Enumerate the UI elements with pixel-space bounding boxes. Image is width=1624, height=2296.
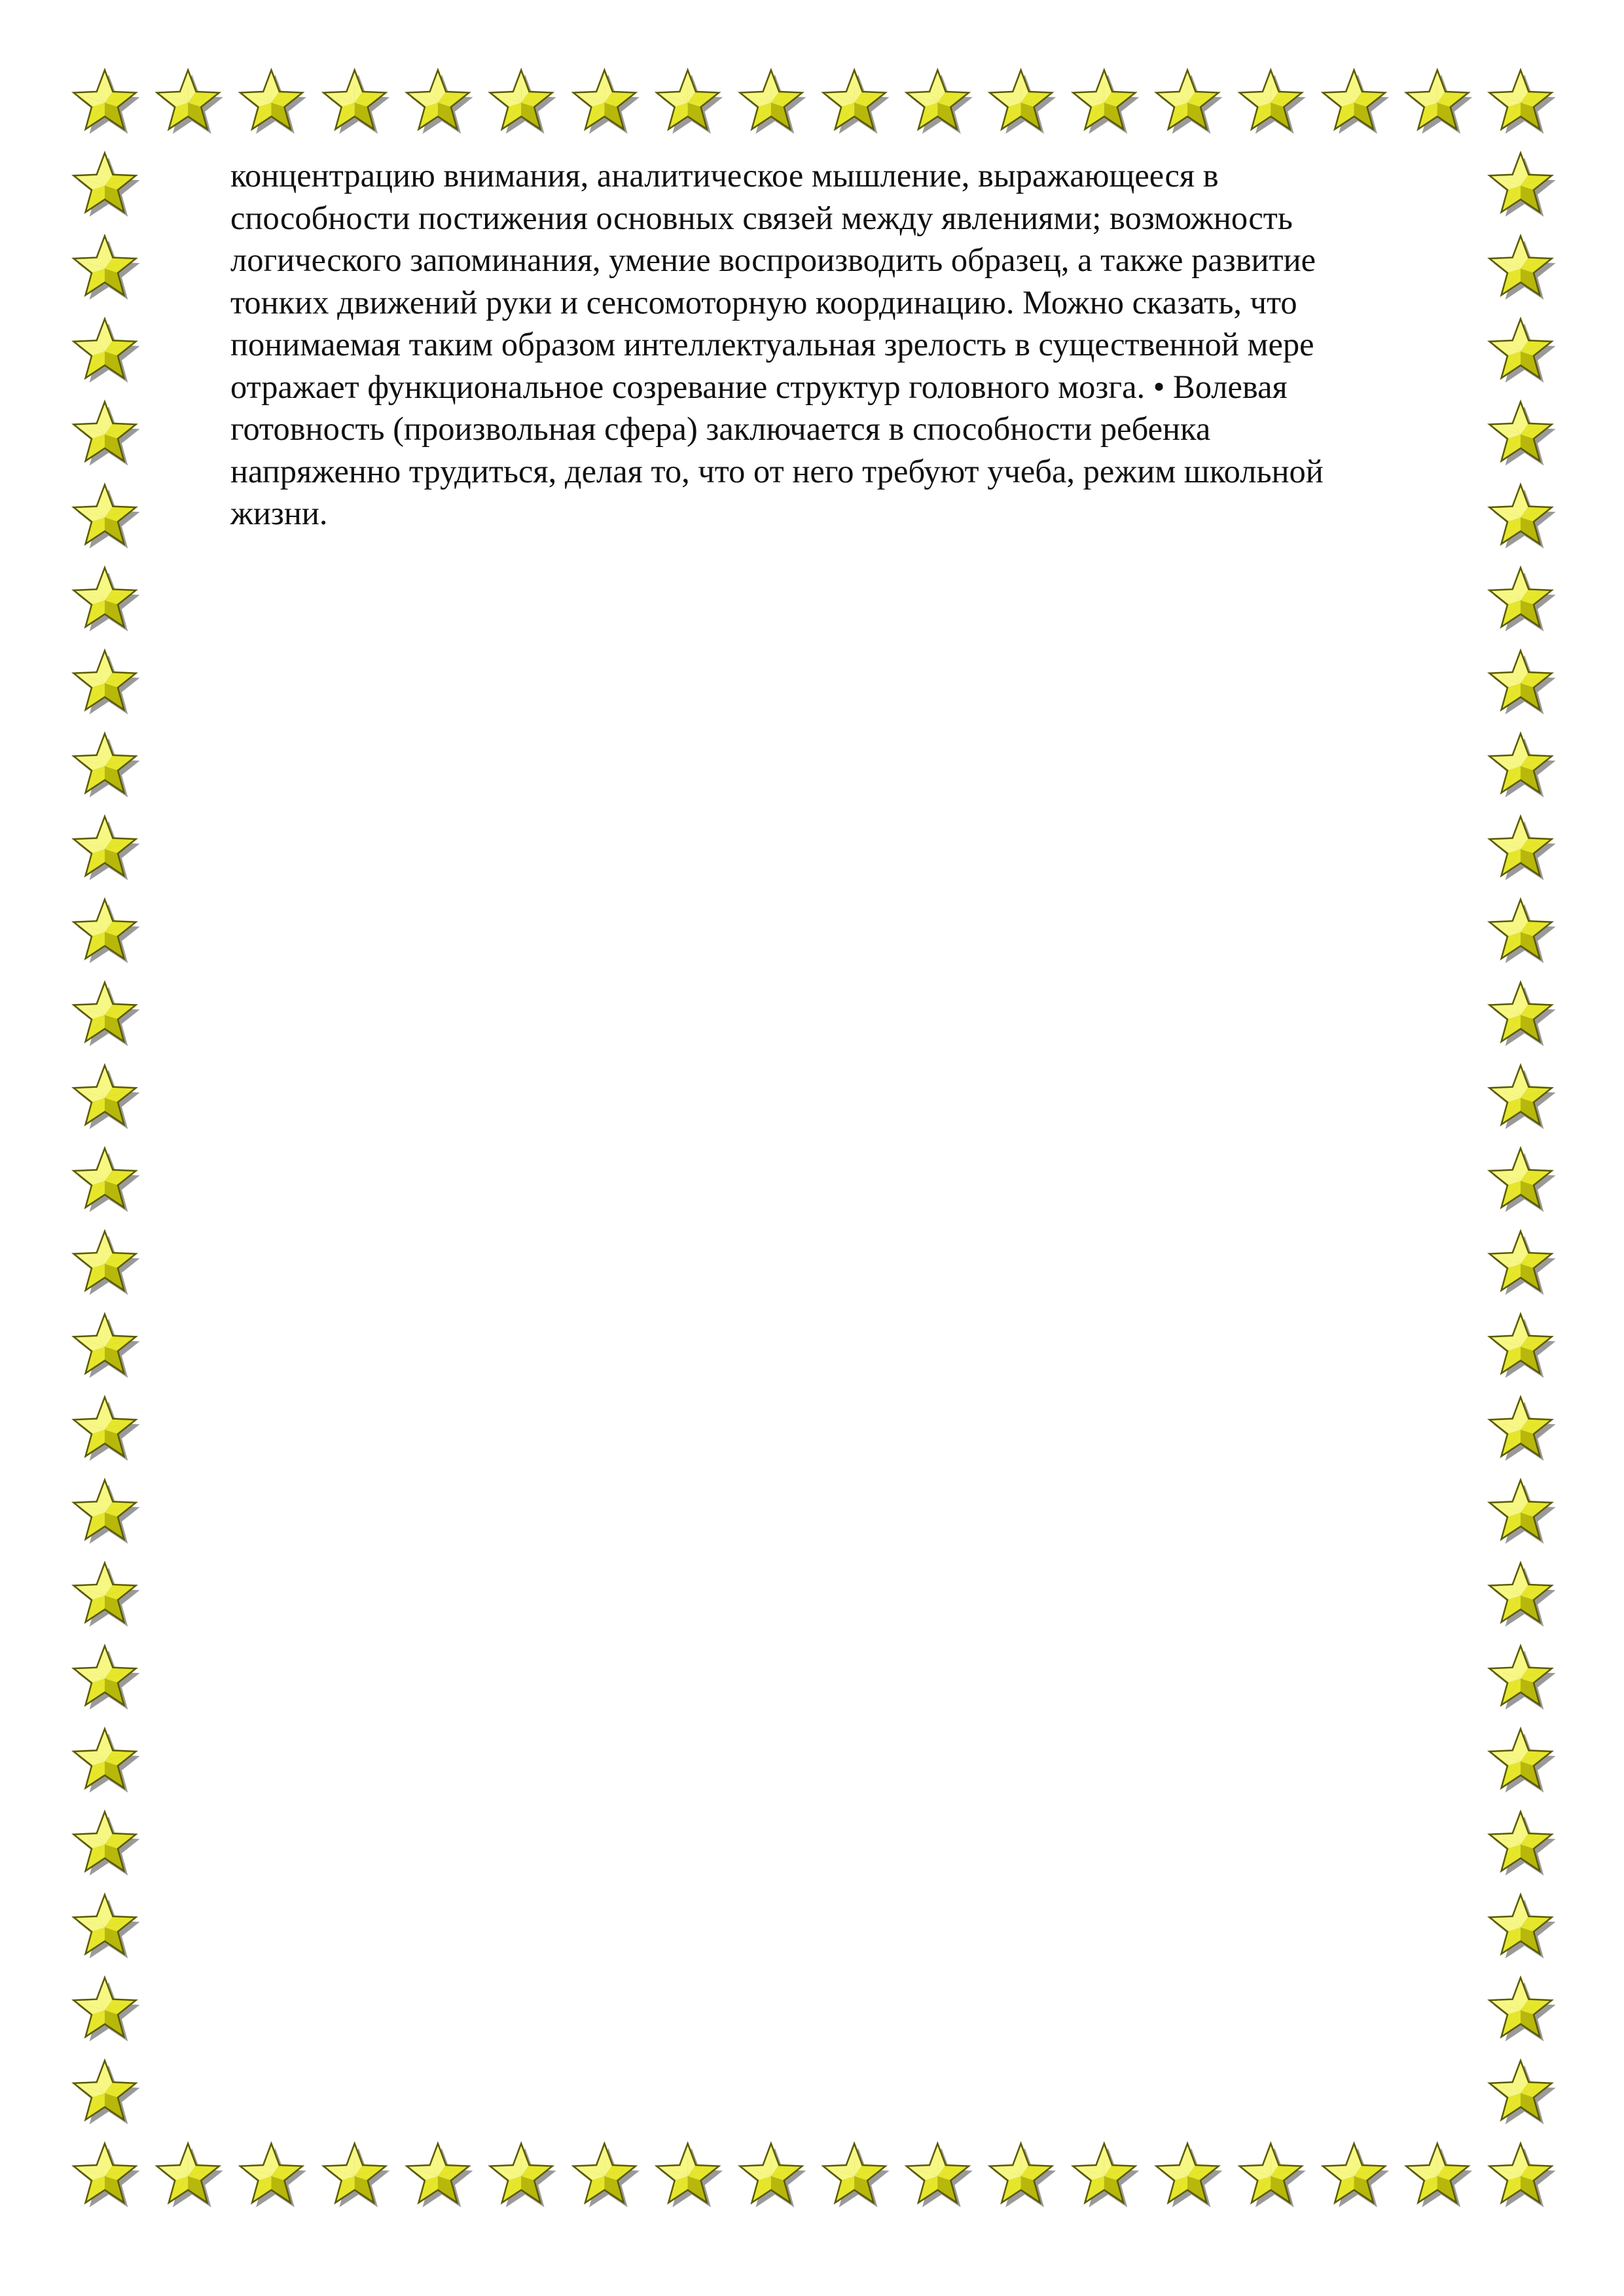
- star-icon: [73, 651, 139, 714]
- star-icon: [1240, 70, 1306, 134]
- star-icon: [740, 70, 806, 134]
- text-line: логического запоминания, умение воспроизводить образец, а также развитие: [230, 242, 1316, 278]
- star-icon: [73, 2060, 139, 2124]
- star-icon: [1489, 1812, 1555, 1875]
- star-icon: [1489, 1066, 1555, 1129]
- star-icon: [1489, 982, 1555, 1046]
- star-icon: [240, 2144, 306, 2207]
- star-icon: [1489, 2060, 1555, 2124]
- star-icon: [73, 1729, 139, 1792]
- star-icon: [1489, 1646, 1555, 1710]
- star-icon: [1489, 651, 1555, 714]
- star-icon: [823, 70, 890, 134]
- star-icon: [1157, 2144, 1223, 2207]
- star-icon: [73, 2144, 139, 2207]
- star-icon: [907, 70, 973, 134]
- star-icon: [73, 70, 139, 134]
- star-icon: [657, 70, 723, 134]
- star-icon: [1240, 2144, 1306, 2207]
- star-icon: [73, 899, 139, 963]
- star-icon: [1489, 402, 1555, 465]
- star-icon: [73, 1480, 139, 1543]
- star-icon: [73, 816, 139, 880]
- star-icon: [323, 2144, 389, 2207]
- star-icon: [823, 2144, 890, 2207]
- star-icon: [406, 70, 473, 134]
- star-icon: [406, 2144, 473, 2207]
- star-icon: [1489, 153, 1555, 217]
- star-icon: [1489, 319, 1555, 382]
- star-icon: [73, 402, 139, 465]
- star-icon: [573, 70, 640, 134]
- star-icon: [73, 485, 139, 548]
- star-icon: [73, 1314, 139, 1378]
- star-icon: [1489, 2144, 1555, 2207]
- star-icon: [1489, 1978, 1555, 2041]
- star-icon: [157, 70, 223, 134]
- star-icon: [73, 1646, 139, 1710]
- star-icon: [73, 734, 139, 797]
- star-icon: [323, 70, 389, 134]
- star-icon: [1489, 485, 1555, 548]
- star-icon: [1157, 70, 1223, 134]
- star-icon: [573, 2144, 640, 2207]
- star-icon: [490, 70, 556, 134]
- star-icon: [1406, 70, 1472, 134]
- text-line: способности постижения основных связей между явлениями; возможность: [230, 199, 1293, 236]
- star-icon: [1489, 1563, 1555, 1626]
- star-icon: [73, 1148, 139, 1211]
- star-icon: [73, 1563, 139, 1626]
- star-icon: [73, 1066, 139, 1129]
- text-line: концентрацию внимания, аналитическое мышление, выражающееся в: [230, 157, 1219, 194]
- star-icon: [73, 1397, 139, 1461]
- star-icon: [73, 982, 139, 1046]
- star-icon: [1489, 1480, 1555, 1543]
- text-line: тонких движений руки и сенсомоторную координацию. Можно сказать, что: [230, 283, 1297, 321]
- star-icon: [740, 2144, 806, 2207]
- star-icon: [157, 2144, 223, 2207]
- star-icon: [1489, 567, 1555, 631]
- star-icon: [73, 236, 139, 299]
- text-line: отражает функциональное созревание структур головного мозга. • Волевая: [230, 368, 1288, 405]
- star-icon: [73, 1231, 139, 1295]
- star-icon: [1406, 2144, 1472, 2207]
- star-icon: [73, 567, 139, 631]
- star-icon: [1489, 1895, 1555, 1958]
- star-icon: [907, 2144, 973, 2207]
- body-text: [230, 154, 1474, 535]
- star-icon: [1489, 1397, 1555, 1461]
- star-icon: [1489, 1231, 1555, 1295]
- star-icon: [990, 2144, 1056, 2207]
- text-line: готовность (произвольная сфера) заключается в способности ребенка: [230, 410, 1211, 447]
- star-icon: [1323, 2144, 1389, 2207]
- star-icon: [1489, 1148, 1555, 1211]
- star-icon: [73, 153, 139, 217]
- star-icon: [1489, 70, 1555, 134]
- star-icon: [1073, 2144, 1139, 2207]
- star-icon: [1489, 816, 1555, 880]
- star-icon: [1073, 70, 1139, 134]
- text-line: понимаемая таким образом интеллектуальная зрелость в существенной мере: [230, 326, 1314, 363]
- star-icon: [73, 1978, 139, 2041]
- star-icon: [1489, 1729, 1555, 1792]
- star-icon: [1489, 734, 1555, 797]
- star-icon: [657, 2144, 723, 2207]
- star-icon: [1489, 899, 1555, 963]
- star-icon: [73, 319, 139, 382]
- star-icon: [990, 70, 1056, 134]
- star-icon: [73, 1812, 139, 1875]
- star-icon: [1489, 1314, 1555, 1378]
- star-icon: [73, 1895, 139, 1958]
- star-icon: [1489, 236, 1555, 299]
- star-icon: [240, 70, 306, 134]
- text-line: жизни.: [230, 495, 328, 531]
- text-line: напряженно трудиться, делая то, что от него требуют учеба, режим школьной: [230, 452, 1324, 490]
- star-icon: [1323, 70, 1389, 134]
- star-icon: [490, 2144, 556, 2207]
